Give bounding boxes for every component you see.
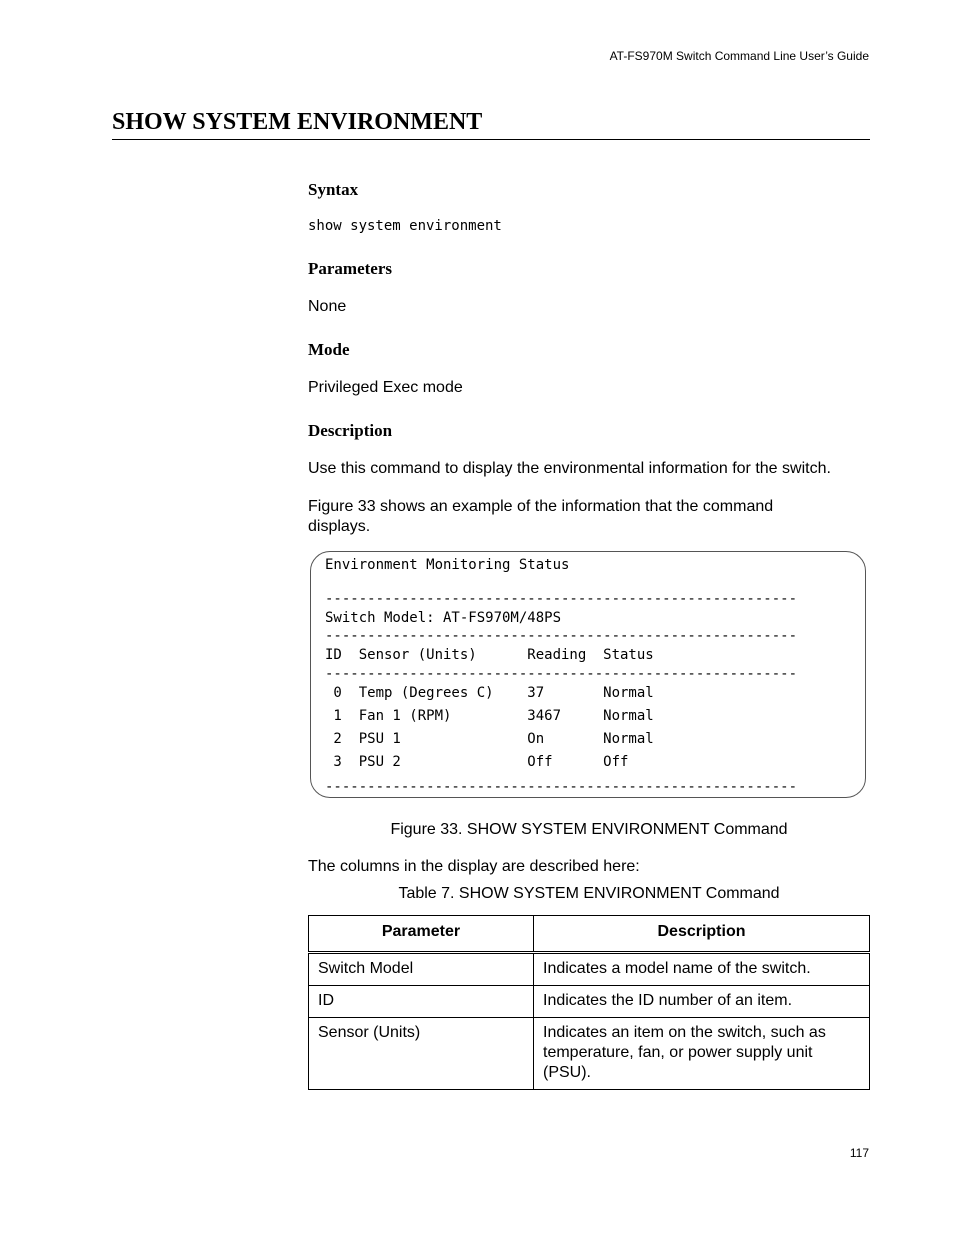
description-cell: Indicates a model name of the switch. [534,953,870,986]
parameters-text: None [308,298,347,315]
terminal-separator: -------------------------------------------------------- [325,591,798,607]
mode-text: Privileged Exec mode [308,379,463,396]
description-paragraph-2: Figure 33 shows an example of the information that the command displays. [308,498,774,535]
terminal-model-line: Switch Model: AT-FS970M/48PS [325,610,562,626]
terminal-column-header: ID Sensor (Units) Reading Status [325,647,654,663]
description-paragraph-1: Use this command to display the environmental information for the switch. [308,460,831,477]
figure-caption: Figure 33. SHOW SYSTEM ENVIRONMENT Command [390,821,788,838]
terminal-row: 0 Temp (Degrees C) 37 Normal [325,685,654,701]
terminal-row: 3 PSU 2 Off Off [325,754,629,770]
running-header: AT-FS970M Switch Command Line User’s Guide [609,49,869,63]
columns-intro: The columns in the display are described here: [308,858,640,875]
table-row [309,1018,870,1090]
description-heading: Description [308,421,393,440]
parameter-cell: ID [309,986,534,1018]
terminal-row: 2 PSU 1 On Normal [325,731,654,747]
page-number: 117 [849,1146,869,1160]
description-cell: Indicates the ID number of an item. [534,986,870,1018]
terminal-separator: -------------------------------------------------------- [325,666,798,682]
page-title: SHOW SYSTEM ENVIRONMENT [112,106,870,140]
parameter-description-table [308,915,870,1090]
column-header-description: Description [534,916,870,953]
description-cell: Indicates an item on the switch, such as temperature, fan, or power supply unit (PSU). [534,1018,870,1090]
terminal-separator: -------------------------------------------------------- [325,628,798,644]
terminal-row: 1 Fan 1 (RPM) 3467 Normal [325,708,654,724]
mode-heading: Mode [308,340,350,359]
syntax-heading: Syntax [308,180,359,199]
terminal-separator: -------------------------------------------------------- [325,779,798,795]
terminal-heading-line: Environment Monitoring Status [325,557,570,573]
parameter-cell: Switch Model [309,953,534,986]
column-header-parameter: Parameter [309,916,534,953]
table-row [309,986,870,1018]
table-caption: Table 7. SHOW SYSTEM ENVIRONMENT Command [398,885,780,902]
table-row [309,953,870,986]
syntax-command: show system environment [308,218,502,234]
table-header-row [309,916,870,953]
parameters-heading: Parameters [308,259,393,278]
parameter-cell: Sensor (Units) [309,1018,534,1090]
